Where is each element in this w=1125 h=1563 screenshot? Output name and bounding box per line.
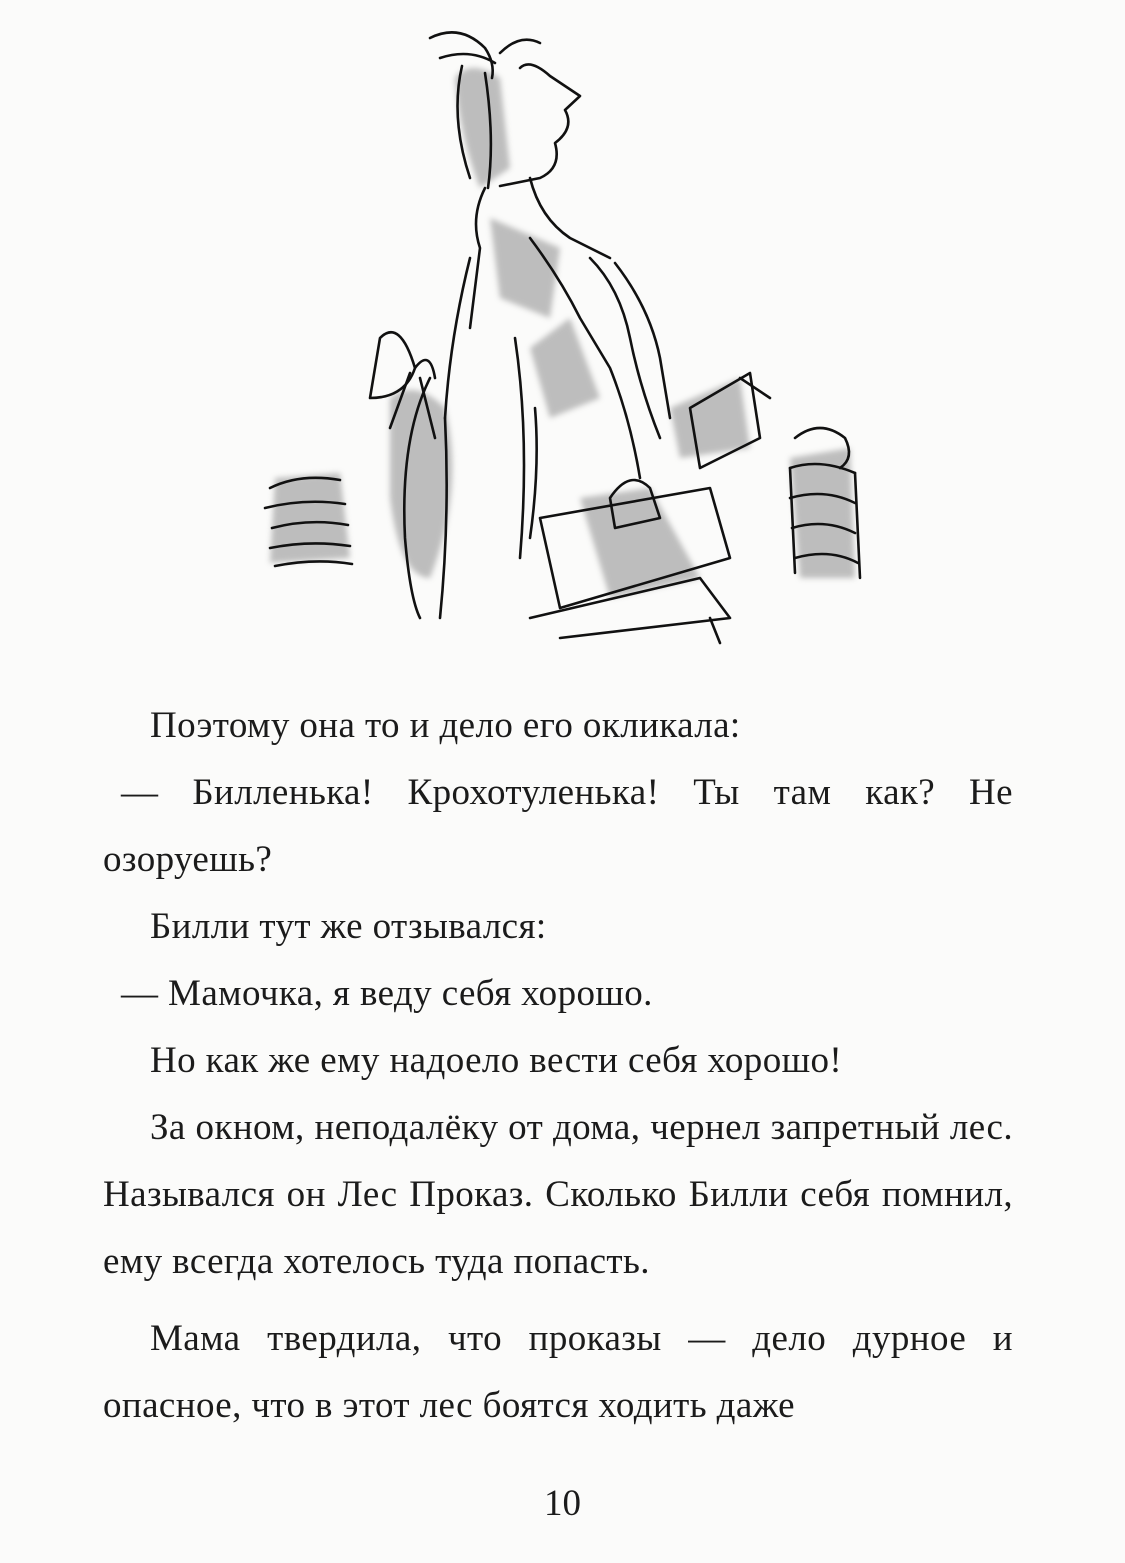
body-text (103, 692, 1013, 1439)
paragraph: За окном, неподалёку от дома, чернел запретный лес. Назывался он Лес Проказ. Сколько Билли себя помнил, ему всегда хотелось туда попасть. (103, 1107, 1013, 1282)
paragraph: Поэтому она то и дело его окликала: (150, 705, 741, 746)
page-number: 10 (544, 1483, 581, 1524)
paragraph: Билли тут же отзывался: (150, 906, 547, 947)
dialogue-line: — Мамочка, я веду себя хорошо. (121, 973, 653, 1014)
woman-ironing-illustration (230, 18, 880, 648)
paragraph: Мама твердила, что проказы — дело дурное и опасное, что в этот лес боятся ходить даже (103, 1318, 1013, 1426)
dialogue-line: — Билленька! Крохотуленька! Ты там как? Не озоруешь? (103, 772, 1013, 880)
paragraph: Но как же ему надоело вести себя хорошо! (150, 1040, 843, 1081)
